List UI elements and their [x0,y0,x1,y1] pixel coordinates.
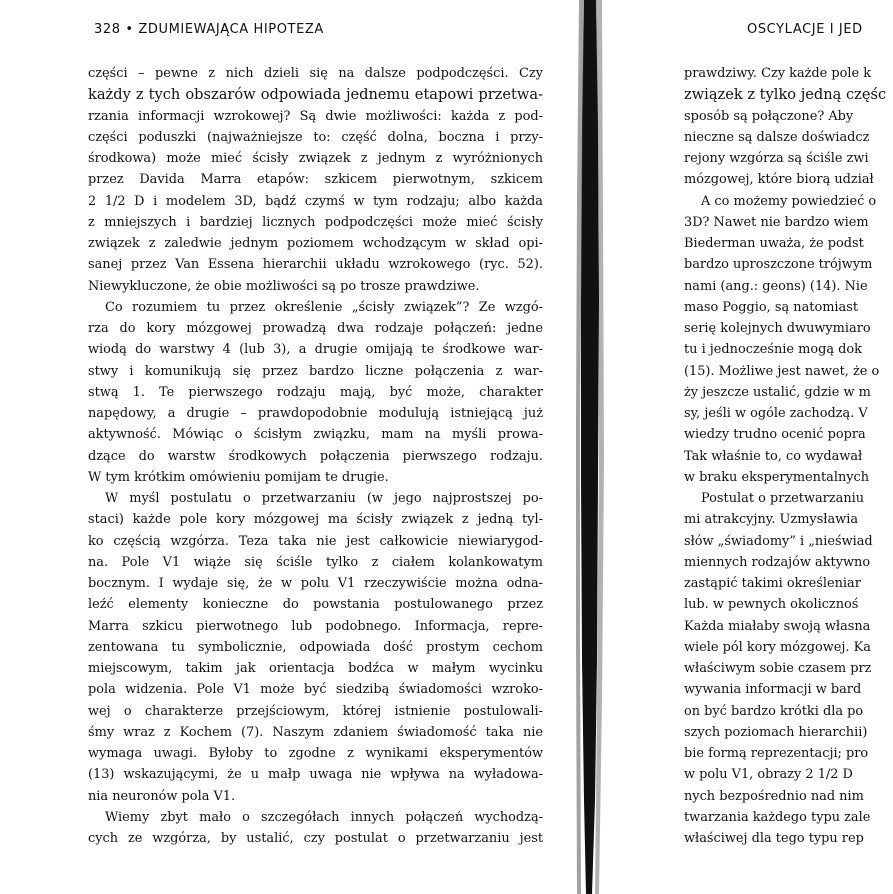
text-line: bie formą reprezentacji; pro [684,746,869,761]
text-line: miejscowym, takim jak orientacja bodźca w małym wycinku [88,661,543,676]
text-line: Postulat o przetwarzaniu [701,491,865,506]
text-line: Co rozumiem tu przez określenie „ścisły związek”? Ze wzgó- [105,299,543,315]
text-line: sy, jeśli w ogóle zachodzą. V [684,406,868,421]
text-line: zentowana tu symbolicznie, odpowiada dość prostym cechom [88,639,543,655]
text-line: napędowy, a drugie – prawdopodobnie modulują istniejącą już [88,406,543,421]
text-line: aktywność. Mówiąc o ścisłym związku, mam na myśli prowa- [88,427,543,443]
text-line: mózgowej, które biorą udział [684,172,874,188]
text-line: związek z zaledwie jednym poziomem wchodzącym w skład opi- [88,236,543,251]
text-line: wiedzy trudno ocenić popra [684,427,866,443]
text-line: serię kolejnych dwuwymiaro [684,321,871,336]
text-line: wywania informacji w bard [684,682,862,698]
text-line: Niewykluczone, że obie możliwości są po trosze prawdziwe. [88,278,480,294]
text-line: stwy i komunikują się przez bardzo liczne połączenia z war- [88,363,543,379]
text-line: (15). Możliwe jest nawet, że o [684,363,880,379]
right-text-column [684,63,893,849]
text-line: bocznym. I wydaje się, że w polu V1 rzeczywiście można odna- [88,576,543,591]
text-line: mi atrakcyjny. Uzmysławia [684,512,859,528]
text-line: prawdziwy. Czy każde pole k [684,66,872,81]
text-line: części – pewne z nich dzieli się na dalsze podpodczęści. Czy [88,66,543,81]
text-line: sposób są połączone? Aby [684,108,854,124]
text-line: części poduszki (najważniejsze to: część dolna, boczna i przy- [88,129,543,145]
text-line: (13) wskazującymi, że u małp uwaga nie wpływa na wyładowa- [88,767,543,783]
text-line: Wiemy zbyt mało o szczegółach innych połączeń wychodzą- [105,809,543,825]
text-line: rzania informacji wzrokowej? Są dwie możliwości: każda z pod- [88,108,543,124]
text-line: w braku eksperymentalnych [684,469,870,485]
text-line: szych poziomach hierarchii) [684,724,868,740]
text-line: 2 1/2 D i modelem 3D, bądź czymś w tym rodzaju; albo każda [88,193,543,209]
text-line: zastąpić takimi określeniar [684,576,861,591]
text-line: dzące do warstw środkowych połączenia pierwszego rodzaju. [88,448,543,464]
text-line: związek z tylko jedną częśc [684,86,887,104]
running-head-left: 328 • ZDUMIEWAJĄCA HIPOTEZA [94,22,324,37]
text-line: przez Davida Marra etapów: szkicem pierwotnym, szkicem [88,172,543,188]
text-line: Biederman uważa, że podst [684,236,864,251]
text-line: leźć elementy konieczne do powstania postulowanego przez [88,597,543,613]
text-line: w polu V1, obrazy 2 1/2 D [684,767,853,783]
text-line: właściwym sobie czasem prz [684,661,872,676]
text-line: maso Poggio, są natomiast [684,299,859,315]
text-line: stwą 1. Te pierwszego rodzaju mają, być może, charakter [88,384,543,400]
text-line: twarzania każdego typu zale [684,809,871,825]
text-line: sanej przez Van Essena hierarchii układu wzrokowego (ryc. 52). [88,257,543,273]
text-line: 3D? Nawet nie bardzo wiem [684,214,869,230]
text-line: ży jeszcze ustalić, gdzie w m [684,384,871,400]
text-line: Marra szkicu pierwotnego lub podobnego. Informacja, repre- [88,618,543,634]
text-line: rejony wzgórza są ściśle zwi [684,151,869,166]
text-line: W myśl postulatu o przetwarzaniu (w jego najprostszej po- [105,491,543,506]
text-line: na. Pole V1 wiąże się ściśle tylko z ciałem kolankowatym [88,554,543,570]
text-line: wej o charakterze przejściowym, której istnienie postulowali- [88,703,543,719]
text-line: śmy wraz z Kochem (7). Naszym zdaniem świadomość taka nie [88,724,543,740]
text-line: środkowa) może mieć ścisły związek z jednym z wyróżnionych [88,151,543,166]
left-text-column [88,63,543,849]
text-line: wiele pól kory mózgowej. Ka [684,639,871,655]
text-line: Tak właśnie to, co wydawał [684,448,863,464]
text-line: cych ze wzgórza, by ustalić, czy postulat o przetwarzaniu jest [88,831,543,846]
text-line: ko częścią wzgórza. Teza taka nie jest całkowicie niewiarygod- [88,533,543,549]
text-line: tu i jednocześnie mogą dok [684,342,862,358]
running-head-right: OSCYLACJE I JED [747,22,863,37]
text-line: z mniejszych i bardziej licznych podpodczęści może mieć ścisły [88,214,543,230]
text-line: słów „świadomy” i „nieświad [684,533,873,549]
text-line: nych bezpośrednio nad nim [684,788,864,804]
text-line: każdy z tych obszarów odpowiada jednemu etapowi przetwa- [88,86,543,104]
text-line: bardzo uproszczone trójwym [684,257,873,273]
text-line: rza do kory mózgowej prowadzą dwa rodzaje połączeń: jedne [88,321,543,336]
text-line: W tym krótkim omówieniu pomijam te drugie. [88,469,389,485]
text-line: wymaga uwagi. Byłoby to zgodne z wynikami eksperymentów [88,746,543,761]
text-line: właściwej dla tego typu rep [684,831,864,846]
text-line: wiodą do warstwy 4 (lub 3), a drugie omijają te środkowe war- [88,342,543,358]
text-line: A co możemy powiedzieć o [701,193,877,209]
text-line: staci) każde pole kory mózgowej ma ścisły związek z jedną tyl- [88,512,543,528]
text-line: miennych rodzajów aktywno [684,554,871,570]
text-line: on być bardzo krótki dla po [684,703,864,719]
text-line: lub. w pewnych okolicznoś [684,597,859,613]
right-page [600,0,893,894]
text-line: nami (ang.: geons) (14). Nie [684,278,868,294]
text-line: nieczne są dalsze doświadcz [684,129,870,145]
text-line: pola widzenia. Pole V1 może być siedzibą świadomości wzroko- [88,682,543,698]
text-line: nia neuronów pola V1. [88,788,236,804]
text-line: Każda miałaby swoją własna [684,618,871,634]
